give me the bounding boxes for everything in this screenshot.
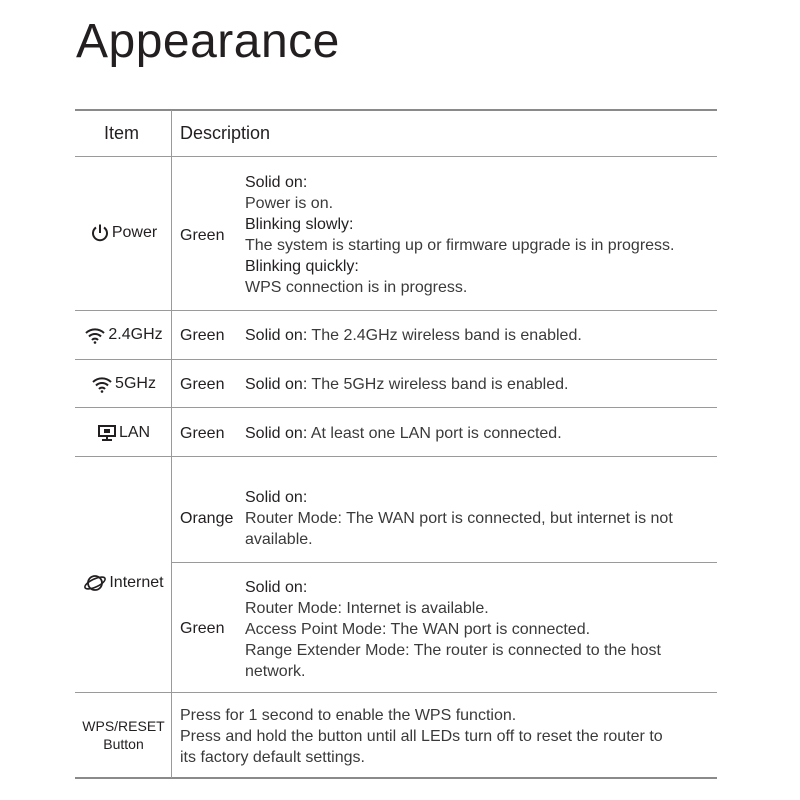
- sub-row-rule: [171, 562, 717, 563]
- internet-green-color: Green: [180, 620, 225, 637]
- power-blink-slow-text: The system is starting up or firmware upgrade is in progress.: [245, 237, 675, 254]
- internet-green-description: [245, 577, 661, 682]
- wifi-icon: [84, 326, 106, 344]
- item-wps-reset-label-1: WPS/RESET: [82, 718, 165, 734]
- band5-solid-label: Solid on:: [245, 376, 308, 393]
- band5-description: [245, 374, 568, 395]
- header-description: Description: [180, 123, 271, 143]
- power-icon: [90, 223, 110, 243]
- band24-description: [245, 325, 582, 346]
- header-item: Item: [104, 123, 140, 143]
- internet-orange-description: [245, 487, 673, 550]
- item-wps-reset-label-2: Button: [103, 736, 144, 752]
- power-color: Green: [180, 227, 225, 244]
- lan-icon: [97, 424, 117, 442]
- item-2-4ghz: [76, 325, 171, 345]
- item-internet-label: Internet: [109, 574, 164, 591]
- power-solid-text: Power is on.: [245, 195, 334, 212]
- internet-orange-text-2: available.: [245, 531, 313, 548]
- wps-text-3: its factory default settings.: [180, 749, 365, 766]
- wifi-icon: [91, 375, 113, 393]
- power-solid-label: Solid on:: [245, 174, 308, 191]
- item-5ghz: [76, 374, 171, 394]
- band24-color: Green: [180, 327, 225, 344]
- wps-description: [180, 705, 663, 768]
- power-blink-quick-text: WPS connection is in progress.: [245, 279, 468, 296]
- internet-orange-color: Orange: [180, 510, 234, 527]
- wps-text-2: Press and hold the button until all LEDs turn off to reset the router to: [180, 728, 663, 745]
- item-2-4ghz-label: 2.4GHz: [108, 326, 163, 343]
- lan-description: [245, 423, 562, 444]
- item-power: [76, 223, 171, 243]
- band5-color: Green: [180, 376, 225, 393]
- item-lan: [76, 423, 171, 443]
- item-power-label: Power: [111, 224, 158, 241]
- internet-green-text-1: Router Mode: Internet is available.: [245, 600, 489, 617]
- power-description: [245, 172, 675, 298]
- item-lan-label: LAN: [118, 424, 151, 441]
- page-title: Appearance: [76, 15, 340, 68]
- internet-orange-solid-label: Solid on:: [245, 489, 308, 506]
- internet-orange-text-1: Router Mode: The WAN port is connected, but internet is not: [245, 510, 673, 527]
- lan-solid-text: At least one LAN port is connected.: [307, 425, 562, 442]
- band24-solid-text: The 2.4GHz wireless band is enabled.: [307, 327, 582, 344]
- lan-color: Green: [180, 425, 225, 442]
- item-5ghz-label: 5GHz: [115, 375, 156, 392]
- internet-green-text-3: Range Extender Mode: The router is connected to the host: [245, 642, 661, 659]
- internet-green-solid-label: Solid on:: [245, 579, 308, 596]
- internet-green-text-4: network.: [245, 663, 306, 680]
- band5-solid-text: The 5GHz wireless band is enabled.: [307, 376, 569, 393]
- power-blink-quick-label: Blinking quickly:: [245, 258, 359, 275]
- band24-solid-label: Solid on:: [245, 327, 308, 344]
- column-divider: [171, 110, 172, 778]
- internet-icon: [83, 573, 107, 593]
- wps-text-1: Press for 1 second to enable the WPS function.: [180, 707, 517, 724]
- item-wps-reset: [76, 717, 171, 753]
- item-internet: [76, 573, 171, 593]
- power-blink-slow-label: Blinking slowly:: [245, 216, 354, 233]
- lan-solid-label: Solid on:: [245, 425, 308, 442]
- internet-green-text-2: Access Point Mode: The WAN port is connected.: [245, 621, 591, 638]
